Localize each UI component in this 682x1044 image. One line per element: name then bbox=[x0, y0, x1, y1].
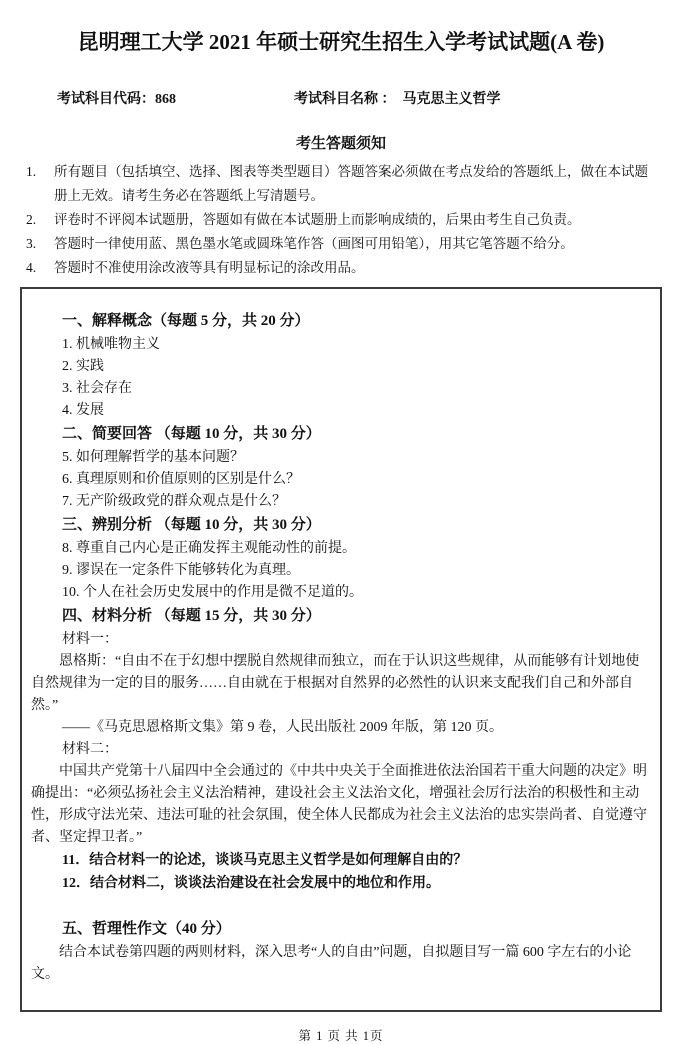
question-1: 1. 机械唯物主义 bbox=[62, 337, 160, 352]
material-1-source: ——《马克思恩格斯文集》第 9 卷，人民出版社 2009 年版，第 120 页。 bbox=[62, 720, 503, 735]
notice-item-number: 2. bbox=[26, 212, 37, 227]
notice-item-text: 答题时不准使用涂改液等具有明显标记的涂改用品。 bbox=[54, 260, 365, 275]
subject-name-value: 马克思主义哲学 bbox=[402, 92, 501, 107]
question-12: 12．结合材料二，谈谈法治建设在社会发展中的地位和作用。 bbox=[62, 876, 440, 891]
notice-item-text: 评卷时不评阅本试题册，答题如有做在本试题册上而影响成绩的，后果由考生自己负责。 bbox=[54, 212, 581, 227]
section-heading-philosophical-essay: 五、哲理性作文（40 分） bbox=[62, 921, 231, 937]
section-heading-short-answer: 二、简要回答 （每题 10 分，共 30 分） bbox=[62, 426, 321, 442]
notice-item bbox=[24, 232, 660, 256]
question-6: 6. 真理原则和价值原则的区别是什么？ bbox=[62, 472, 300, 487]
notice-item-text: 所有题目（包括填空、选择、图表等类型题目）答题答案必须做在考点发给的答题纸上，做在本试题册上无效。请考生务必在答题纸上写清题号。 bbox=[54, 164, 648, 203]
question-2: 2. 实践 bbox=[62, 359, 104, 374]
notice-item-number: 3. bbox=[26, 236, 37, 251]
material-2-label: 材料二： bbox=[62, 742, 118, 757]
subject-code-value: 868 bbox=[155, 92, 176, 107]
notice-title: 考生答题须知 bbox=[295, 136, 386, 152]
subject-name-label: 考试科目名称 ： bbox=[294, 92, 396, 107]
question-3: 3. 社会存在 bbox=[62, 381, 132, 396]
question-11: 11．结合材料一的论述，谈谈马克思主义哲学是如何理解自由的？ bbox=[62, 853, 468, 868]
notice-item bbox=[24, 256, 660, 280]
material-1-label: 材料一： bbox=[62, 632, 118, 647]
section-heading-material-analysis: 四、材料分析 （每题 15 分，共 30 分） bbox=[62, 608, 321, 624]
material-2-text: 中国共产党第十八届四中全会通过的《中共中央关于全面推进依法治国若干重大问题的决定》明确提出：“必须弘扬社会主义法治精神，建设社会主义法治文化，增强社会厉行法治的积极性和主动性，形成守法光荣、违法可耻的社会氛围，使全体人民都成为社会主义法治的忠实崇尚者、自觉遵守者、坚定捍卫者。” bbox=[31, 764, 647, 845]
exam-content-box bbox=[20, 287, 662, 1012]
question-9: 9. 谬误在一定条件下能够转化为真理。 bbox=[62, 563, 300, 578]
notice-item-text: 答题时一律使用蓝、黑色墨水笔或圆珠笔作答（画图可用铅笔），用其它笔答题不给分。 bbox=[54, 236, 574, 251]
question-7: 7. 无产阶级政党的群众观点是什么？ bbox=[62, 494, 286, 509]
subject-name bbox=[294, 88, 501, 108]
question-10: 10. 个人在社会历史发展中的作用是微不足道的。 bbox=[62, 585, 363, 600]
page-number: 第 1 页 共 1页 bbox=[298, 1029, 384, 1043]
page-title: 昆明理工大学 2021 年硕士研究生招生入学考试试题(A 卷) bbox=[77, 30, 605, 54]
notice-item bbox=[24, 160, 660, 208]
section-heading-define-concepts: 一、解释概念（每题 5 分，共 20 分） bbox=[62, 313, 310, 329]
subject-code bbox=[57, 88, 176, 108]
subject-code-label: 考试科目代码： bbox=[57, 92, 155, 107]
section-heading-discriminate-analysis: 三、辨别分析 （每题 10 分，共 30 分） bbox=[62, 517, 321, 533]
essay-instruction: 结合本试卷第四题的两则材料，深入思考“人的自由”问题，自拟题目写一篇 600 字左右的小论文。 bbox=[31, 945, 632, 982]
notice-item bbox=[24, 208, 660, 232]
material-1-text: 恩格斯：“自由不在于幻想中摆脱自然规律而独立，而在于认识这些规律，从而能够有计划地使自然规律为一定的目的服务……自由就在于根据对自然界的必然性的认识来支配我们自己和外部自然。” bbox=[31, 654, 640, 713]
subject-meta-row bbox=[57, 88, 662, 108]
notice-item-number: 1. bbox=[26, 164, 37, 179]
notice-item-number: 4. bbox=[26, 260, 37, 275]
question-5: 5. 如何理解哲学的基本问题？ bbox=[62, 450, 244, 465]
notice-list bbox=[24, 160, 660, 280]
question-4: 4. 发展 bbox=[62, 403, 104, 418]
question-8: 8. 尊重自己内心是正确发挥主观能动性的前提。 bbox=[62, 541, 356, 556]
